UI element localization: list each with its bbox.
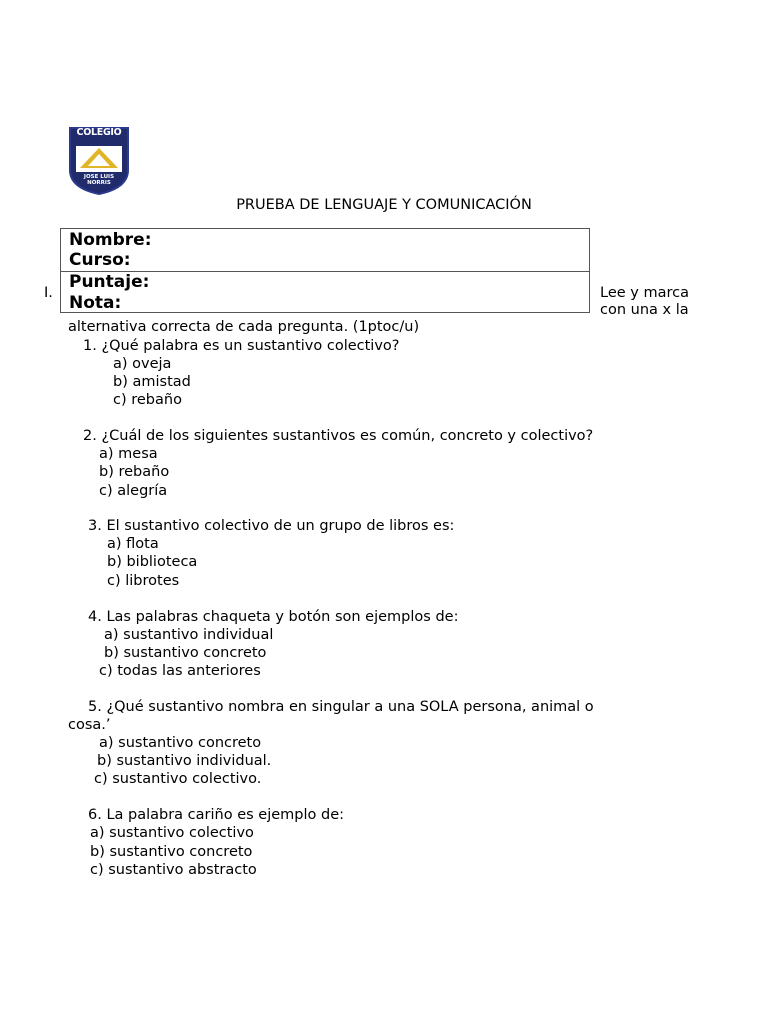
question-text: 1. ¿Qué palabra es un sustantivo colectivo? [83,338,400,354]
option-a: a) oveja [113,356,172,372]
option-c: c) sustantivo abstracto [90,862,257,878]
option-b: b) rebaño [99,464,170,480]
question-text-line-2: cosa.’ [68,717,111,733]
option-c: c) todas las anteriores [99,663,261,679]
option-b: b) sustantivo individual. [97,753,272,769]
option-a: a) sustantivo individual [104,627,274,643]
instruction-right-line-2: con una x la [600,302,689,318]
option-b: b) biblioteca [107,554,198,570]
option-c: c) librotes [107,573,180,589]
instruction-continued: alternativa correcta de cada pregunta. (1ptoc/u) [68,319,420,335]
logo-label: COLEGIO [76,127,122,138]
option-a: a) sustantivo concreto [99,735,262,751]
logo-sub-line-1: JOSE LUIS [83,174,115,180]
curso-label: Curso: [69,250,131,270]
option-b: b) amistad [113,374,191,390]
instruction-right-line-1: Lee y marca [600,285,689,301]
nota-label: Nota: [69,293,122,313]
question-text: 3. El sustantivo colectivo de un grupo de libros es: [88,518,455,534]
logo-subtitle [72,174,126,186]
option-b: b) sustantivo concreto [90,844,253,860]
section-numeral: I. [44,285,53,301]
option-a: a) mesa [99,446,158,462]
nombre-label: Nombre: [69,230,152,250]
school-logo [68,126,130,196]
student-info-box [60,228,590,313]
option-a: a) flota [107,536,159,552]
option-c: c) alegría [99,483,168,499]
question-text-line-1: 5. ¿Qué sustantivo nombra en singular a una SOLA persona, animal o [88,699,594,715]
question-text: 2. ¿Cuál de los siguientes sustantivos es común, concreto y colectivo? [83,428,594,444]
option-a: a) sustantivo colectivo [90,825,254,841]
option-c: c) sustantivo colectivo. [94,771,262,787]
option-c: c) rebaño [113,392,182,408]
page-title: PRUEBA DE LENGUAJE Y COMUNICACIÓN [236,197,532,213]
option-b: b) sustantivo concreto [104,645,267,661]
puntaje-label: Puntaje: [69,272,150,292]
question-text: 4. Las palabras chaqueta y botón son ejemplos de: [88,609,459,625]
question-text: 6. La palabra cariño es ejemplo de: [88,807,345,823]
logo-sub-line-2: NORRIS [87,180,111,186]
